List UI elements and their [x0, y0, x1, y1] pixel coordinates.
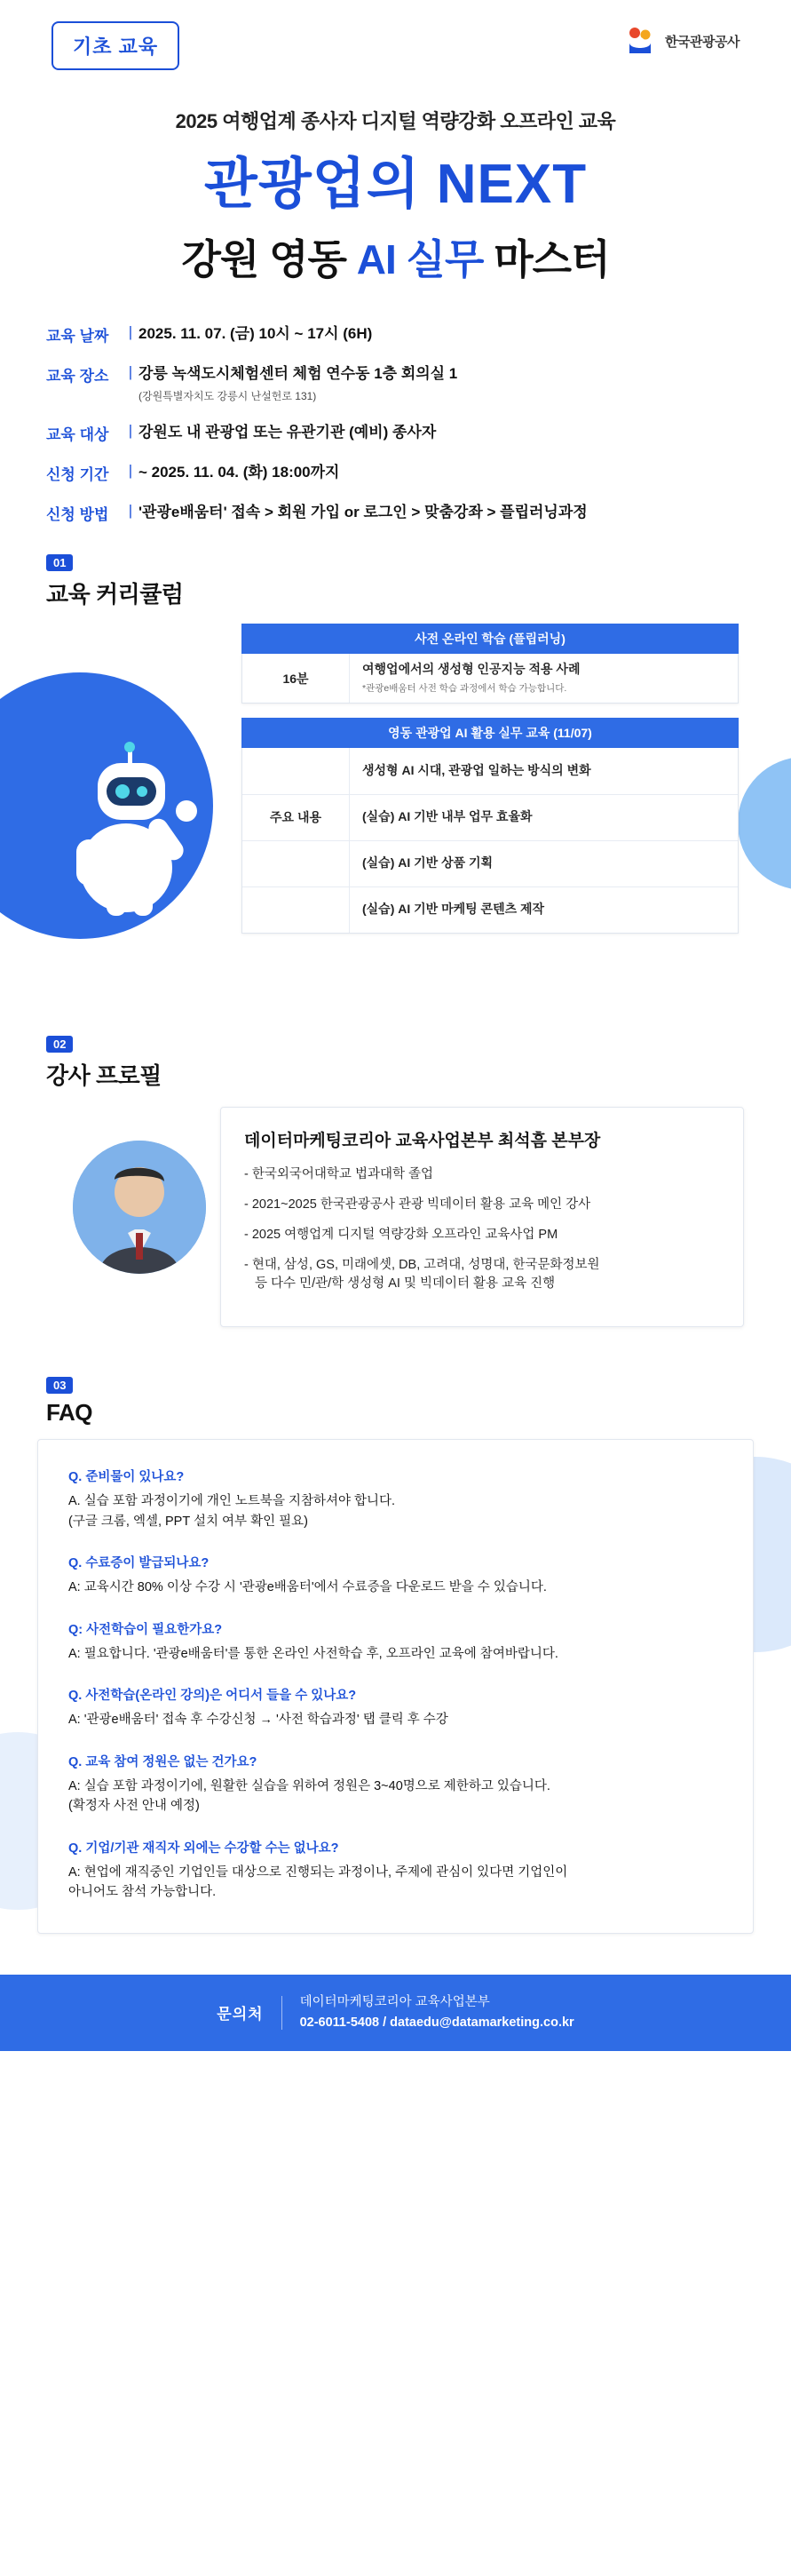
table-cell-topic: (실습) AI 기반 상품 기획 — [362, 855, 494, 871]
faq-question: Q: 사전학습이 필요한가요? — [68, 1622, 223, 1637]
info-separator: | — [128, 363, 133, 381]
info-value: 강원도 내 관광업 또는 유관기관 (예비) 종사자 — [138, 424, 437, 441]
faq-question: Q. 기업/기관 재직자 외에는 수강할 수는 없나요? — [68, 1841, 339, 1856]
section-heading-curriculum — [46, 554, 791, 609]
profile-item: - 한국외국어대학교 법과대학 졸업 — [244, 1167, 434, 1182]
brand-logo — [622, 23, 740, 59]
footer-divider — [281, 1996, 282, 2030]
curriculum-section — [0, 624, 791, 1006]
profile-item: - 2021~2025 한국관광공사 관광 빅데이터 활용 교육 메인 강사 — [244, 1197, 591, 1212]
footer-org: 데이터마케팅코리아 교육사업본부 — [299, 1994, 490, 2009]
faq-item — [68, 1553, 723, 1597]
faq-answer-line: A. 실습 포함 과정이기에 개인 노트북을 지참하셔야 합니다. — [68, 1494, 396, 1509]
table-row — [242, 794, 738, 840]
info-note: (강원특별자치도 강릉시 난설헌로 131) — [138, 390, 317, 403]
profile-section — [0, 1107, 791, 1347]
info-row — [46, 323, 756, 346]
footer-contact-label: 문의처 — [217, 2006, 264, 2023]
info-label: 신청 기간 — [46, 466, 109, 484]
table-cell-topic: 생성형 AI 시대, 관광업 일하는 방식의 변화 — [362, 762, 591, 777]
faq-question: Q. 준비물이 있나요? — [68, 1470, 185, 1485]
brand-logo-text: 한국관광공사 — [665, 34, 740, 50]
subtitle-highlight: AI 실무 — [356, 236, 484, 283]
info-label: 교육 대상 — [46, 426, 109, 444]
faq-answer-line: A: 실습 포함 과정이기에, 원활한 실습을 위하여 정원은 3~40명으로 제한하고 있습니다. — [68, 1778, 550, 1793]
section-number: 03 — [46, 1377, 73, 1394]
curriculum-tables — [241, 624, 739, 933]
curriculum-table-offline — [241, 718, 739, 934]
decorative-circle-right — [738, 757, 791, 890]
profile-item-line2: 등 다수 민/관/학 생성형 AI 및 빅데이터 활용 교육 진행 — [255, 1276, 556, 1292]
robot-illustration-icon — [44, 735, 222, 921]
faq-answer-line: A: '관광e배움터' 접속 후 수강신청 → '사전 학습과정' 탭 클릭 후 수강 — [68, 1713, 448, 1728]
page-subtitle — [0, 227, 791, 286]
faq-answer-line: A: 필요합니다. '관광e배움터'를 통한 온라인 사전학습 후, 오프라인 교육에 참여바랍니다. — [68, 1646, 558, 1661]
section-title: 교육 커리큘럼 — [46, 581, 184, 608]
faq-answer-line: (구글 크롬, 엑셀, PPT 설치 여부 확인 필요) — [68, 1514, 308, 1529]
profile-item — [244, 1256, 720, 1295]
page-title: 관광업의 NEXT — [203, 154, 588, 215]
info-separator: | — [128, 462, 133, 480]
title-block — [0, 107, 791, 286]
info-label: 교육 날짜 — [46, 328, 109, 346]
faq-item — [68, 1619, 723, 1664]
footer — [0, 1975, 791, 2051]
info-row — [46, 363, 756, 404]
faq-answer-line: (확정자 사전 안내 예정) — [68, 1799, 200, 1814]
faq-item — [68, 1838, 723, 1903]
profile-card — [220, 1107, 744, 1327]
info-list — [46, 323, 756, 524]
info-label: 교육 장소 — [46, 368, 109, 386]
table-cell-duration: 16분 — [282, 671, 309, 686]
table-row — [242, 886, 738, 933]
table-row — [242, 654, 738, 702]
info-value: ~ 2025. 11. 04. (화) 18:00까지 — [138, 464, 340, 481]
faq-question: Q. 사전학습(온라인 강의)은 어디서 들을 수 있나요? — [68, 1689, 357, 1704]
table-cell-topic: (실습) AI 기반 마케팅 콘텐츠 제작 — [362, 902, 545, 917]
faq-section — [0, 1439, 791, 1951]
subtitle-post: 마스터 — [483, 236, 610, 283]
section-number: 01 — [46, 554, 73, 571]
info-separator: | — [128, 502, 133, 520]
section-title: FAQ — [46, 1399, 92, 1427]
info-row — [46, 422, 756, 444]
info-row — [46, 502, 756, 524]
profile-item-line1: - 현대, 삼성, GS, 미래에셋, DB, 고려대, 성명대, 한국문화정보원 — [244, 1257, 600, 1272]
info-value: 2025. 11. 07. (금) 10시 ~ 17시 (6H) — [138, 325, 373, 343]
info-row — [46, 462, 756, 484]
table-cell-label: 주요 내용 — [270, 810, 321, 825]
table-row — [242, 840, 738, 886]
info-value: '관광e배움터' 접속 > 회원 가입 or 로그인 > 맞춤강좌 > 플립러닝과정 — [138, 504, 588, 521]
header — [0, 0, 791, 98]
faq-question: Q. 교육 참여 정원은 없는 건가요? — [68, 1754, 257, 1769]
korea-tourism-logo-icon — [622, 23, 658, 59]
table-cell-topic: 여행업에서의 생성형 인공지능 적용 사례 — [362, 662, 581, 677]
subtitle-pre: 강원 영동 — [181, 236, 357, 283]
faq-answer-line: 아니어도 참석 가능합니다. — [68, 1885, 217, 1900]
info-separator: | — [128, 323, 133, 341]
info-separator: | — [128, 422, 133, 440]
faq-question: Q. 수료증이 발급되나요? — [68, 1556, 210, 1571]
table-header: 사전 온라인 학습 (플립러닝) — [241, 624, 739, 654]
course-level-badge: 기초 교육 — [51, 21, 179, 70]
faq-card — [37, 1439, 754, 1933]
faq-answer-line: A: 현업에 재직중인 기업인들 대상으로 진행되는 과정이나, 주제에 관심이 있다면 기업인이 — [68, 1864, 568, 1880]
section-title: 강사 프로필 — [46, 1062, 162, 1090]
curriculum-table-online — [241, 624, 739, 703]
table-row — [242, 748, 738, 794]
faq-item — [68, 1467, 723, 1531]
section-heading-faq — [46, 1377, 791, 1427]
page-kicker: 2025 여행업계 종사자 디지털 역량강화 오프라인 교육 — [175, 110, 616, 132]
instructor-name: 데이터마케팅코리아 교육사업본부 최석흠 본부장 — [244, 1132, 601, 1151]
avatar — [73, 1141, 206, 1274]
section-number: 02 — [46, 1036, 73, 1053]
faq-answer-line: A: 교육시간 80% 이상 수강 시 '관광e배움터'에서 수료증을 다운로드 받을 수 있습니다. — [68, 1580, 547, 1595]
footer-contact-info: 02-6011-5408 / dataedu@datamarketing.co.kr — [299, 2015, 574, 2030]
table-header: 영동 관광업 AI 활용 실무 교육 (11/07) — [241, 718, 739, 748]
table-cell-topic: (실습) AI 기반 내부 업무 효율화 — [362, 809, 533, 824]
faq-item — [68, 1752, 723, 1817]
info-label: 신청 방법 — [46, 506, 109, 524]
profile-item: - 2025 여행업계 디지털 역량강화 오프라인 교육사업 PM — [244, 1227, 558, 1242]
faq-item — [68, 1685, 723, 1729]
info-value: 강릉 녹색도시체험센터 체험 연수동 1층 회의실 1 — [138, 365, 458, 383]
section-heading-profile — [46, 1036, 791, 1091]
table-cell-note: *관광e배움터 사전 학습 과정에서 학습 가능합니다. — [362, 683, 567, 695]
